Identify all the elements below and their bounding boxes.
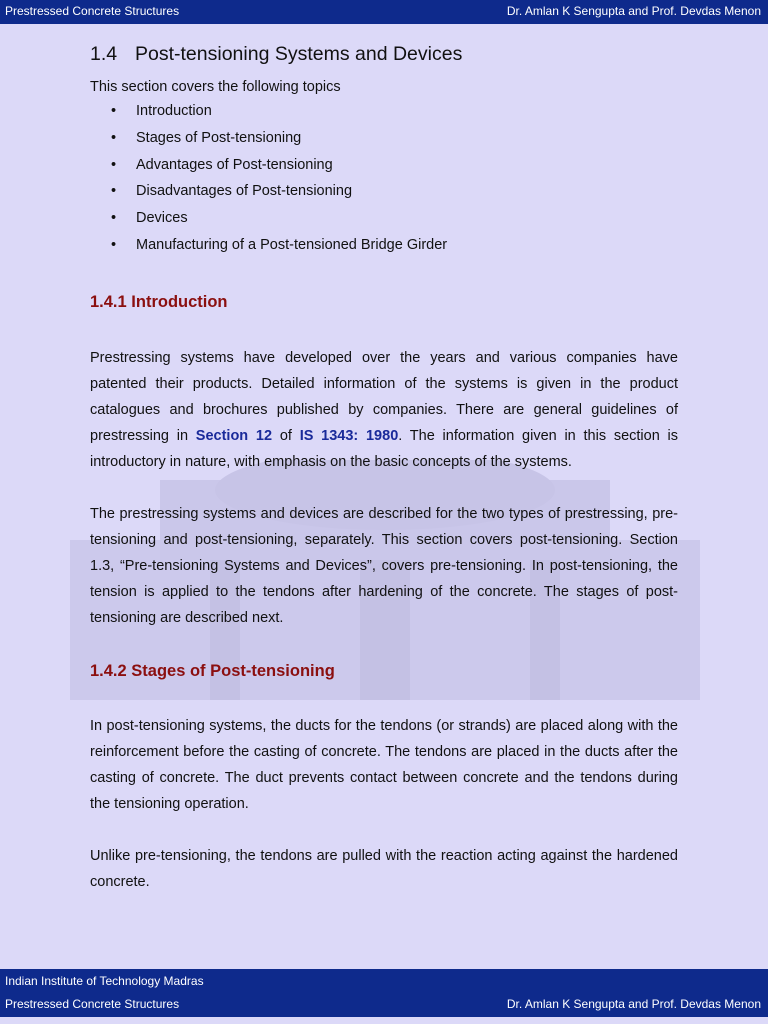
list-item: • Devices: [111, 210, 188, 227]
footer-course-title: Prestressed Concrete Structures: [5, 997, 180, 1011]
list-item: • Advantages of Post-tensioning: [111, 156, 333, 173]
topics-intro: This section covers the following topics: [90, 79, 341, 95]
section-12-link[interactable]: Section 12: [195, 428, 273, 444]
paragraph-stages-2: Unlike pre-tensioning, the tendons are pulled with the reaction acting against the hardened concrete.: [90, 848, 678, 890]
is-1343-link[interactable]: IS 1343: 1980: [299, 428, 399, 444]
list-item: • Stages of Post-tensioning: [111, 129, 302, 146]
footer-authors: Dr. Amlan K Sengupta and Prof. Devdas Menon: [506, 997, 761, 1011]
page-header: [0, 0, 768, 24]
paragraph-stages-1: In post-tensioning systems, the ducts for the tendons (or strands) are placed along with the reinforcement before the casting of concrete. The tendons are placed in the ducts after the casting of concrete. The duct prevents contact between concrete and the tendons during the tensioning operation.: [90, 718, 678, 812]
header-course-title: Prestressed Concrete Structures: [5, 4, 180, 18]
bullet-icon: •: [111, 156, 117, 173]
paragraph-introduction-2: The prestressing systems and devices are described for the two types of prestressing, pre-tensioning and post-tensioning, separately. This section covers post-tensioning. Section 1.3, “Pre-tensioning Systems and Devices”, covers pre-tensioning. In post-tensioning, the tension is applied to the tendons after hardening of the concrete. The stages of post-tensioning are described next.: [90, 506, 678, 626]
section-title-text: Post-tensioning Systems and Devices: [135, 43, 463, 65]
page-footer: [0, 969, 768, 1017]
section-title: [90, 43, 678, 69]
topics-list: [90, 101, 678, 262]
list-item: • Introduction: [111, 103, 212, 119]
bullet-icon: •: [111, 103, 117, 119]
footer-institute: Indian Institute of Technology Madras: [5, 974, 204, 988]
heading-introduction: 1.4.1 Introduction: [90, 293, 228, 311]
paragraph-introduction-1: Prestressing systems have developed over the years and various companies have patented their products. Detailed information of the systems is given in the product catalogues and brochures published by companies. There are general guidelines of prestressing in Section 12 of IS 1343: 1980. The information given in this section is introductory in nature, with emphasis on the basic concepts of the systems.: [90, 350, 679, 470]
bullet-icon: •: [111, 236, 117, 253]
section-number: 1.4: [90, 43, 118, 65]
bullet-icon: •: [111, 129, 117, 146]
list-item: • Disadvantages of Post-tensioning: [111, 183, 353, 200]
list-item: • Manufacturing of a Post-tensioned Bridge Girder: [111, 236, 448, 253]
footer-strip: [0, 1017, 768, 1024]
heading-stages: 1.4.2 Stages of Post-tensioning: [90, 662, 335, 680]
bullet-icon: •: [111, 210, 117, 227]
page-content: [90, 40, 679, 890]
header-authors: Dr. Amlan K Sengupta and Prof. Devdas Menon: [506, 4, 761, 18]
bullet-icon: •: [111, 183, 117, 200]
